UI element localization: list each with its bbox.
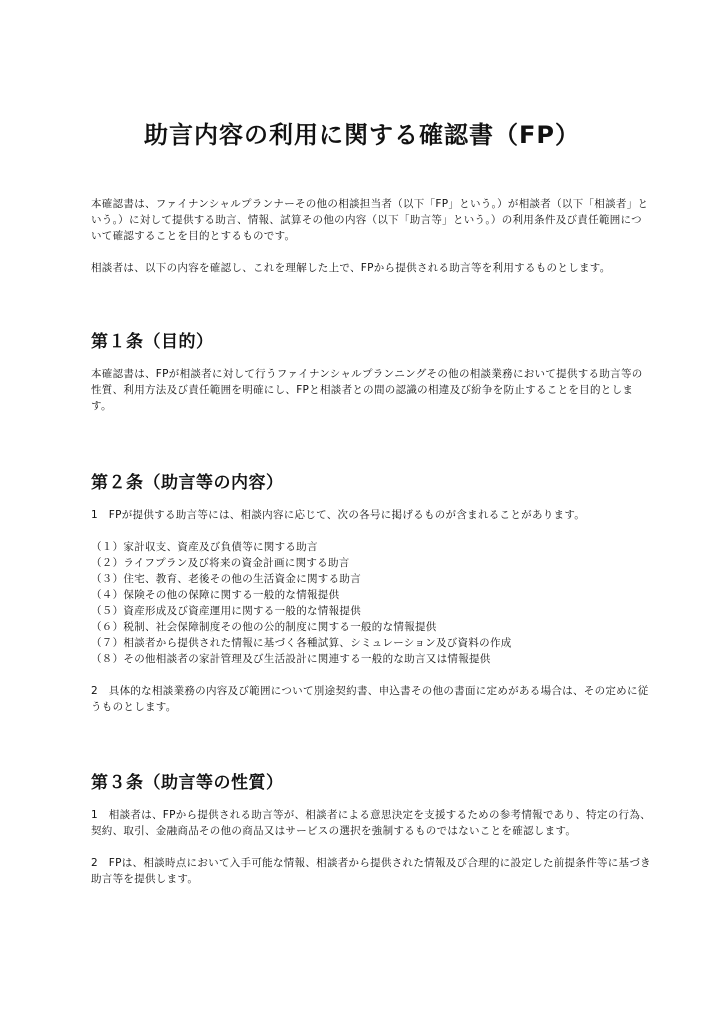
article-3-paragraph: 1 相談者は、FPから提供される助言等が、相談者による意思決定を支援するための参考情報であり、特定の行為、契約、取引、金融商品その他の商品又はサービスの選択を強制するものではないことを確認します。 xyxy=(91,809,651,837)
list-item: （５）資産形成及び資産運用に関する一般的な情報提供 xyxy=(91,605,361,617)
article-2-tail: 2 具体的な相談業務の内容及び範囲について別途契約書、申込書その他の書面に定めがある場合は、その定めに従うものとします。 xyxy=(91,685,649,713)
document-body xyxy=(91,196,651,887)
intro-paragraph: 本確認書は、ファイナンシャルプランナーその他の相談担当者（以下「FP」という。）が相談者（以下「相談者」という。）に対して提供する助言、情報、試算その他の内容（以下「助言等」という。）の利用条件及び責任範囲について確認することを目的とするものです。 xyxy=(91,198,649,242)
list-item: （２）ライフプラン及び将来の資金計画に関する助言 xyxy=(91,557,350,569)
list-item: （３）住宅、教育、老後その他の生活資金に関する助言 xyxy=(91,573,361,585)
list-item: （７）相談者から提供された情報に基づく各種試算、シミュレーション及び資料の作成 xyxy=(91,637,512,649)
article-3-paragraph: 2 FPは、相談時点において入手可能な情報、相談者から提供された情報及び合理的に設定した前提条件等に基づき助言等を提供します。 xyxy=(91,857,651,885)
list-item: （８）その他相談者の家計管理及び生活設計に関連する一般的な助言又は情報提供 xyxy=(91,653,491,665)
article-2-lead: 1 FPが提供する助言等には、相談内容に応じて、次の各号に掲げるものが含まれることがあります。 xyxy=(91,509,586,521)
list-item: （４）保険その他の保障に関する一般的な情報提供 xyxy=(91,589,340,601)
section-heading-article-1: 第１条（目的） xyxy=(91,332,214,352)
intro-paragraph: 相談者は、以下の内容を確認し、これを理解した上で、FPから提供される助言等を利用するものとします。 xyxy=(91,262,611,274)
article-2-item-list xyxy=(91,539,651,667)
article-1-paragraph: 本確認書は、FPが相談者に対して行うファイナンシャルプランニングその他の相談業務において提供する助言等の性質、利用方法及び責任範囲を明確にし、FPと相談者との間の認識の相違及び紛争を防止することを目的とします。 xyxy=(91,368,643,412)
list-item: （６）税制、社会保障制度その他の公的制度に関する一般的な情報提供 xyxy=(91,621,437,633)
document-title: 助言内容の利用に関する確認書（FP） xyxy=(144,121,580,149)
section-heading-article-3: 第３条（助言等の性質） xyxy=(91,773,284,793)
list-item: （１）家計収支、資産及び負債等に関する助言 xyxy=(91,541,318,553)
section-heading-article-2: 第２条（助言等の内容） xyxy=(91,473,284,493)
